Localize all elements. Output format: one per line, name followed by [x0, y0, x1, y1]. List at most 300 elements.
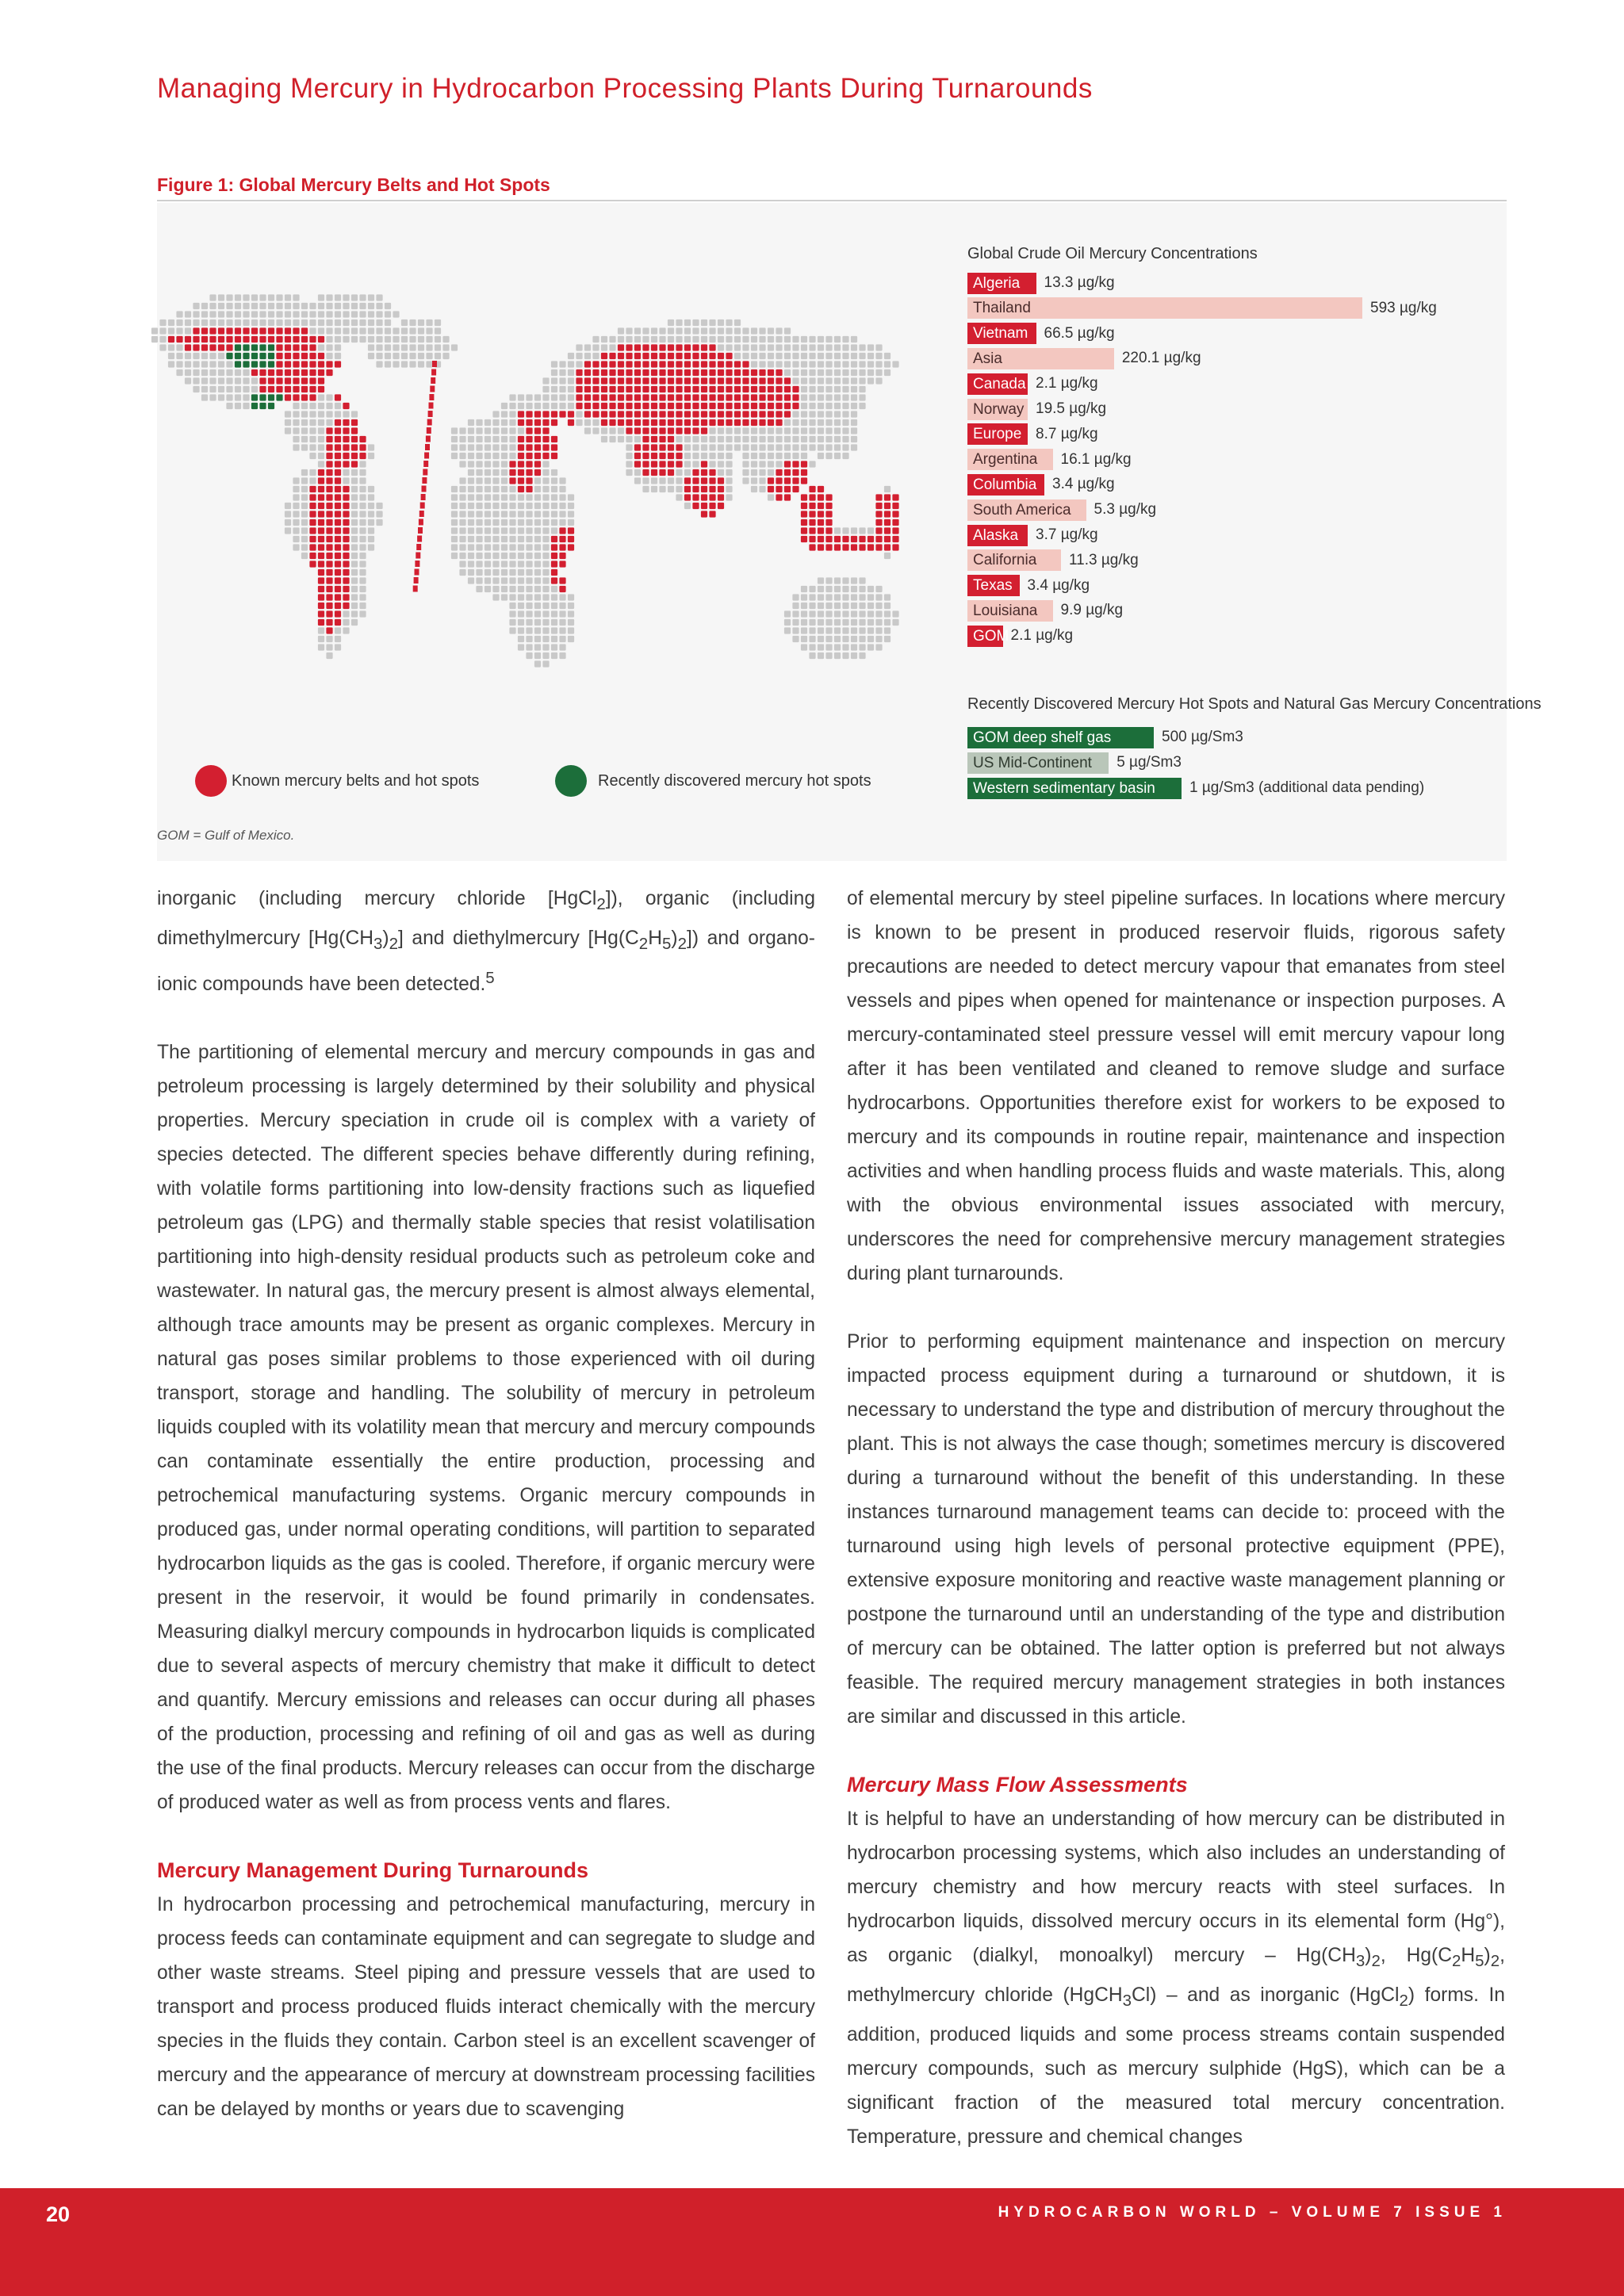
map-dot: [801, 377, 807, 384]
legend-known: [195, 765, 479, 797]
map-dot: [492, 411, 499, 417]
map-dot: [251, 311, 258, 317]
map-dot: [618, 419, 624, 426]
map-dot: [825, 544, 832, 550]
map-dot: [792, 427, 799, 434]
map-dot: [701, 320, 707, 326]
map-dot: [626, 453, 632, 459]
map-dot: [768, 494, 774, 500]
bar-category-label: Asia: [973, 350, 1002, 367]
map-dot: [468, 486, 474, 492]
map-dot: [201, 361, 208, 367]
map-dot: [651, 353, 657, 359]
map-dot: [485, 527, 491, 534]
map-dot: [618, 411, 624, 417]
map-dot: [343, 586, 349, 592]
map-dot: [201, 394, 208, 400]
map-dot: [451, 511, 458, 517]
bar: [967, 297, 1362, 319]
map-dot: [776, 369, 782, 376]
map-dot: [293, 369, 299, 376]
map-dot: [534, 427, 541, 434]
map-dot: [485, 436, 491, 442]
map-dot: [742, 361, 749, 367]
map-dot: [492, 577, 499, 584]
map-dot: [343, 494, 349, 500]
map-dot: [818, 453, 824, 459]
section-heading: Mercury Mass Flow Assessments: [847, 1773, 1188, 1797]
map-dot: [834, 586, 841, 592]
map-dot: [318, 494, 324, 500]
map-dot: [626, 369, 632, 376]
map-dot: [659, 361, 665, 367]
map-dot: [834, 577, 841, 584]
map-dot: [451, 519, 458, 526]
map-dot: [626, 394, 632, 400]
map-dot: [534, 486, 541, 492]
map-dot: [393, 361, 399, 367]
bar-category-label: Columbia: [973, 476, 1037, 493]
map-dot: [423, 469, 427, 476]
map-dot: [784, 403, 791, 409]
bar-category-label: US Mid-Continent: [973, 754, 1092, 771]
map-dot: [343, 303, 349, 309]
map-dot: [742, 436, 749, 442]
bar-category-label: Algeria: [973, 274, 1021, 292]
map-dot: [359, 536, 366, 542]
map-dot: [168, 336, 174, 342]
map-dot: [742, 327, 749, 334]
map-dot: [293, 544, 299, 550]
map-dot: [518, 403, 524, 409]
map-dot: [518, 453, 524, 459]
map-dot: [792, 486, 799, 492]
map-dot: [335, 303, 341, 309]
map-dot: [526, 427, 532, 434]
map-dot: [618, 386, 624, 392]
paragraph: It is helpful to have an understanding of how mercury can be distributed in hydrocarbon processing systems, which also includes an understanding of mercury chemistry and how mercury reacts with steel surfaces. In hydrocarbon liquids, dissolved mercury occurs in its elemental form (Hg°), as organic (dialkyl, monoalkyl) mercury – $Hg(CH_3)_2$, $Hg(C_2H_5)_2$, methylmercury chloride (HgCH$_3$Cl) – and as inorganic (HgCl$_2$) forms. In addition, produced liquids and some process streams contain suspended mercury compounds, such as mercury sulphide (HgS), which can be a significant fraction of the measured total mercury concentration. Temperature, pressure and chemical changes: [847, 1808, 1505, 2148]
map-dot: [684, 427, 691, 434]
map-dot: [335, 486, 341, 492]
map-dot: [776, 403, 782, 409]
map-dot: [343, 327, 349, 334]
map-dot: [818, 494, 824, 500]
map-dot: [251, 336, 258, 342]
map-dot: [301, 303, 308, 309]
map-dot: [568, 386, 574, 392]
map-dot: [326, 586, 332, 592]
map-dot: [634, 444, 641, 450]
map-dot: [318, 444, 324, 450]
map-dot: [792, 336, 799, 342]
map-dot: [459, 494, 465, 500]
map-dot: [792, 627, 799, 633]
map-dot: [801, 453, 807, 459]
map-dot: [801, 511, 807, 517]
map-dot: [742, 444, 749, 450]
map-dot: [576, 377, 582, 384]
map-dot: [751, 353, 757, 359]
map-dot: [468, 419, 474, 426]
map-dot: [251, 303, 258, 309]
map-dot: [501, 577, 508, 584]
map-dot: [559, 386, 565, 392]
map-dot: [518, 644, 524, 650]
map-dot: [834, 353, 841, 359]
map-dot: [584, 361, 591, 367]
map-dot: [351, 519, 358, 526]
map-dot: [634, 386, 641, 392]
map-dot: [326, 553, 332, 559]
map-dot: [875, 519, 882, 526]
map-dot: [851, 536, 857, 542]
map-dot: [542, 444, 549, 450]
map-dot: [335, 361, 341, 367]
map-dot: [243, 311, 249, 317]
map-dot: [759, 369, 765, 376]
map-dot: [318, 419, 324, 426]
map-dot: [426, 336, 432, 342]
map-dot: [801, 619, 807, 626]
map-dot: [668, 353, 674, 359]
map-dot: [759, 336, 765, 342]
map-dot: [359, 511, 366, 517]
map-dot: [235, 336, 241, 342]
map-dot: [359, 553, 366, 559]
map-dot: [825, 336, 832, 342]
map-dot: [626, 469, 632, 476]
map-dot: [551, 619, 557, 626]
map-dot: [859, 403, 865, 409]
bar: [967, 499, 1086, 521]
map-dot: [609, 344, 615, 350]
map-dot: [376, 519, 382, 526]
map-dot: [875, 636, 882, 642]
map-dot: [285, 411, 291, 417]
map-dot: [868, 619, 874, 626]
map-dot: [526, 527, 532, 534]
map-dot: [301, 494, 308, 500]
map-dot: [634, 394, 641, 400]
map-dot: [842, 386, 848, 392]
map-dot: [476, 553, 482, 559]
map-dot: [168, 361, 174, 367]
body-column-right: [847, 882, 1505, 2188]
map-dot: [335, 644, 341, 650]
map-dot: [709, 344, 715, 350]
map-dot: [642, 419, 649, 426]
map-dot: [301, 486, 308, 492]
map-dot: [718, 403, 724, 409]
map-dot: [842, 411, 848, 417]
map-dot: [509, 486, 515, 492]
map-dot: [809, 386, 815, 392]
map-dot: [734, 403, 741, 409]
crude-chart-title: Global Crude Oil Mercury Concentrations: [967, 245, 1258, 262]
map-dot: [634, 327, 641, 334]
map-dot: [642, 411, 649, 417]
map-dot: [526, 411, 532, 417]
map-dot: [251, 320, 258, 326]
map-dot: [501, 553, 508, 559]
map-dot: [542, 494, 549, 500]
map-dot: [451, 436, 458, 442]
map-dot: [834, 444, 841, 450]
bar: [967, 575, 1020, 596]
map-dot: [318, 627, 324, 633]
map-dot: [326, 519, 332, 526]
map-dot: [226, 394, 232, 400]
map-dot: [301, 544, 308, 550]
map-dot: [534, 411, 541, 417]
map-dot: [301, 336, 308, 342]
map-dot: [651, 427, 657, 434]
map-dot: [268, 394, 274, 400]
map-dot: [692, 336, 699, 342]
map-dot: [701, 353, 707, 359]
map-dot: [318, 527, 324, 534]
map-dot: [776, 361, 782, 367]
map-dot: [193, 353, 199, 359]
map-dot: [476, 544, 482, 550]
bar: [967, 549, 1061, 571]
map-dot: [268, 353, 274, 359]
map-dot: [318, 577, 324, 584]
map-dot: [618, 353, 624, 359]
map-dot: [576, 419, 582, 426]
map-dot: [892, 519, 898, 526]
map-dot: [751, 403, 757, 409]
map-dot: [534, 444, 541, 450]
map-dot: [492, 461, 499, 467]
paragraph: The partitioning of elemental mercury and mercury compounds in gas and petroleum processing is largely determined by their solubility and physical properties. Mercury speciation in crude oil is complex with a variety of species detected. The different species behave differently during refining, with volatile forms partitioning into low-density fractions such as liquefied petroleum gas (LPG) and thermally stable species that resist volatilisation partitioning into high-density residual products such as petroleum coke and wastewater. In natural gas, the mercury present is almost always elemental, although trace amounts may be present as organic complexes. Mercury in natural gas poses similar problems to those experienced with oil during transport, storage and handling. The solubility of mercury in petroleum liquids coupled with its volatility mean that mercury and mercury compounds can contaminate essentially the entire production, processing and petrochemical manufacturing systems. Organic mercury compounds in produced gas, under normal operating conditions, will partition to separated hydrocarbon liquids as the gas is cooled. Therefore, if organic mercury were present in the reservoir, it would be found primarily in condensates. Measuring dialkyl mercury compounds in hydrocarbon liquids is complicated due to several aspects of mercury chemistry that make it difficult to detect and quantify. Mercury emissions and releases can occur during all phases of the production, processing and refining of oil and gas as well as during the use of the final products. Mercury releases can occur from the discharge of produced water as well as from process vents and flares.: [157, 1042, 815, 1813]
map-dot: [518, 569, 524, 576]
map-dot: [718, 361, 724, 367]
map-dot: [642, 344, 649, 350]
map-dot: [343, 320, 349, 326]
map-dot: [326, 361, 332, 367]
map-dot: [193, 377, 199, 384]
map-dot: [318, 644, 324, 650]
map-dot: [201, 303, 208, 309]
map-dot: [609, 411, 615, 417]
map-dot: [268, 377, 274, 384]
map-dot: [592, 419, 599, 426]
map-dot: [875, 353, 882, 359]
map-dot: [676, 444, 682, 450]
map-dot: [459, 436, 465, 442]
map-dot: [476, 519, 482, 526]
map-dot: [368, 327, 374, 334]
map-dot: [318, 453, 324, 459]
map-dot: [376, 294, 382, 300]
map-dot: [542, 519, 549, 526]
map-dot: [343, 511, 349, 517]
map-dot: [409, 320, 416, 326]
map-dot: [318, 336, 324, 342]
map-dot: [268, 311, 274, 317]
map-dot: [509, 586, 515, 592]
map-dot: [243, 344, 249, 350]
map-dot: [751, 419, 757, 426]
map-dot: [709, 353, 715, 359]
map-dot: [335, 610, 341, 617]
map-dot: [409, 327, 416, 334]
map-dot: [751, 344, 757, 350]
bar: [967, 273, 1036, 294]
map-dot: [642, 403, 649, 409]
map-dot: [185, 361, 191, 367]
map-dot: [792, 594, 799, 600]
map-dot: [684, 377, 691, 384]
map-dot: [842, 403, 848, 409]
map-dot: [726, 336, 732, 342]
map-dot: [701, 419, 707, 426]
map-dot: [542, 536, 549, 542]
map-dot: [626, 353, 632, 359]
map-dot: [542, 461, 549, 467]
map-dot: [842, 427, 848, 434]
map-dot: [542, 636, 549, 642]
map-dot: [185, 327, 191, 334]
map-dot: [368, 519, 374, 526]
map-dot: [776, 453, 782, 459]
map-dot: [701, 453, 707, 459]
map-dot: [451, 553, 458, 559]
map-dot: [542, 577, 549, 584]
map-dot: [309, 377, 316, 384]
map-dot: [309, 561, 316, 567]
map-dot: [326, 461, 332, 467]
bar-row: [967, 726, 1243, 748]
map-dot: [459, 569, 465, 576]
map-dot: [285, 377, 291, 384]
map-dot: [418, 327, 424, 334]
map-dot: [851, 603, 857, 609]
map-dot: [651, 453, 657, 459]
map-dot: [193, 361, 199, 367]
map-dot: [218, 394, 224, 400]
map-dot: [293, 377, 299, 384]
map-dot: [542, 594, 549, 600]
map-dot: [742, 386, 749, 392]
map-dot: [426, 327, 432, 334]
map-dot: [293, 344, 299, 350]
map-dot: [801, 477, 807, 484]
map-dot: [243, 353, 249, 359]
map-dot: [701, 469, 707, 476]
map-dot: [759, 411, 765, 417]
red-dot-icon: [195, 765, 227, 797]
map-dot: [359, 586, 366, 592]
map-dot: [309, 477, 316, 484]
map-dot: [418, 336, 424, 342]
bar-value-label: 5.3 µg/kg: [1094, 501, 1157, 519]
map-dot: [259, 403, 266, 409]
map-dot: [834, 427, 841, 434]
map-dot: [818, 577, 824, 584]
map-dot: [259, 303, 266, 309]
map-dot: [626, 361, 632, 367]
map-dot: [651, 344, 657, 350]
map-dot: [301, 327, 308, 334]
map-dot: [768, 377, 774, 384]
map-dot: [842, 603, 848, 609]
map-dot: [534, 577, 541, 584]
map-dot: [701, 461, 707, 467]
map-dot: [301, 369, 308, 376]
map-dot: [301, 394, 308, 400]
bar-value-label: 500 µg/Sm3: [1162, 729, 1243, 745]
map-dot: [809, 594, 815, 600]
map-dot: [659, 461, 665, 467]
map-dot: [534, 603, 541, 609]
map-dot: [792, 377, 799, 384]
map-dot: [468, 569, 474, 576]
map-dot: [709, 461, 715, 467]
map-dot: [718, 369, 724, 376]
map-dot: [851, 419, 857, 426]
map-dot: [551, 636, 557, 642]
map-dot: [892, 610, 898, 617]
map-dot: [809, 610, 815, 617]
map-dot: [534, 610, 541, 617]
map-dot: [351, 461, 358, 467]
map-dot: [368, 503, 374, 509]
map-dot: [218, 320, 224, 326]
map-dot: [784, 353, 791, 359]
map-dot: [568, 636, 574, 642]
bar-category-label: California: [973, 552, 1037, 569]
map-dot: [301, 527, 308, 534]
bar-row: [967, 323, 1115, 345]
map-dot: [201, 386, 208, 392]
map-dot: [809, 377, 815, 384]
map-dot: [892, 544, 898, 550]
bar-category-label: Alaska: [973, 526, 1019, 544]
map-dot: [476, 453, 482, 459]
map-dot: [326, 569, 332, 576]
map-dot: [851, 644, 857, 650]
map-dot: [251, 361, 258, 367]
map-dot: [792, 394, 799, 400]
map-dot: [476, 561, 482, 567]
map-dot: [809, 503, 815, 509]
map-dot: [592, 403, 599, 409]
map-dot: [285, 361, 291, 367]
map-dot: [801, 419, 807, 426]
map-dot: [776, 411, 782, 417]
map-dot: [809, 511, 815, 517]
map-dot: [318, 303, 324, 309]
map-dot: [584, 377, 591, 384]
map-dot: [343, 311, 349, 317]
map-dot: [226, 344, 232, 350]
map-dot: [235, 294, 241, 300]
map-dot: [559, 652, 565, 659]
world-dot-map-icon: [151, 285, 944, 721]
map-dot: [842, 652, 848, 659]
map-dot: [868, 536, 874, 542]
map-dot: [423, 461, 428, 467]
map-dot: [415, 569, 419, 576]
map-dot: [868, 377, 874, 384]
map-dot: [293, 503, 299, 509]
map-dot: [428, 411, 433, 417]
map-dot: [834, 403, 841, 409]
map-dot: [326, 636, 332, 642]
map-dot: [318, 311, 324, 317]
